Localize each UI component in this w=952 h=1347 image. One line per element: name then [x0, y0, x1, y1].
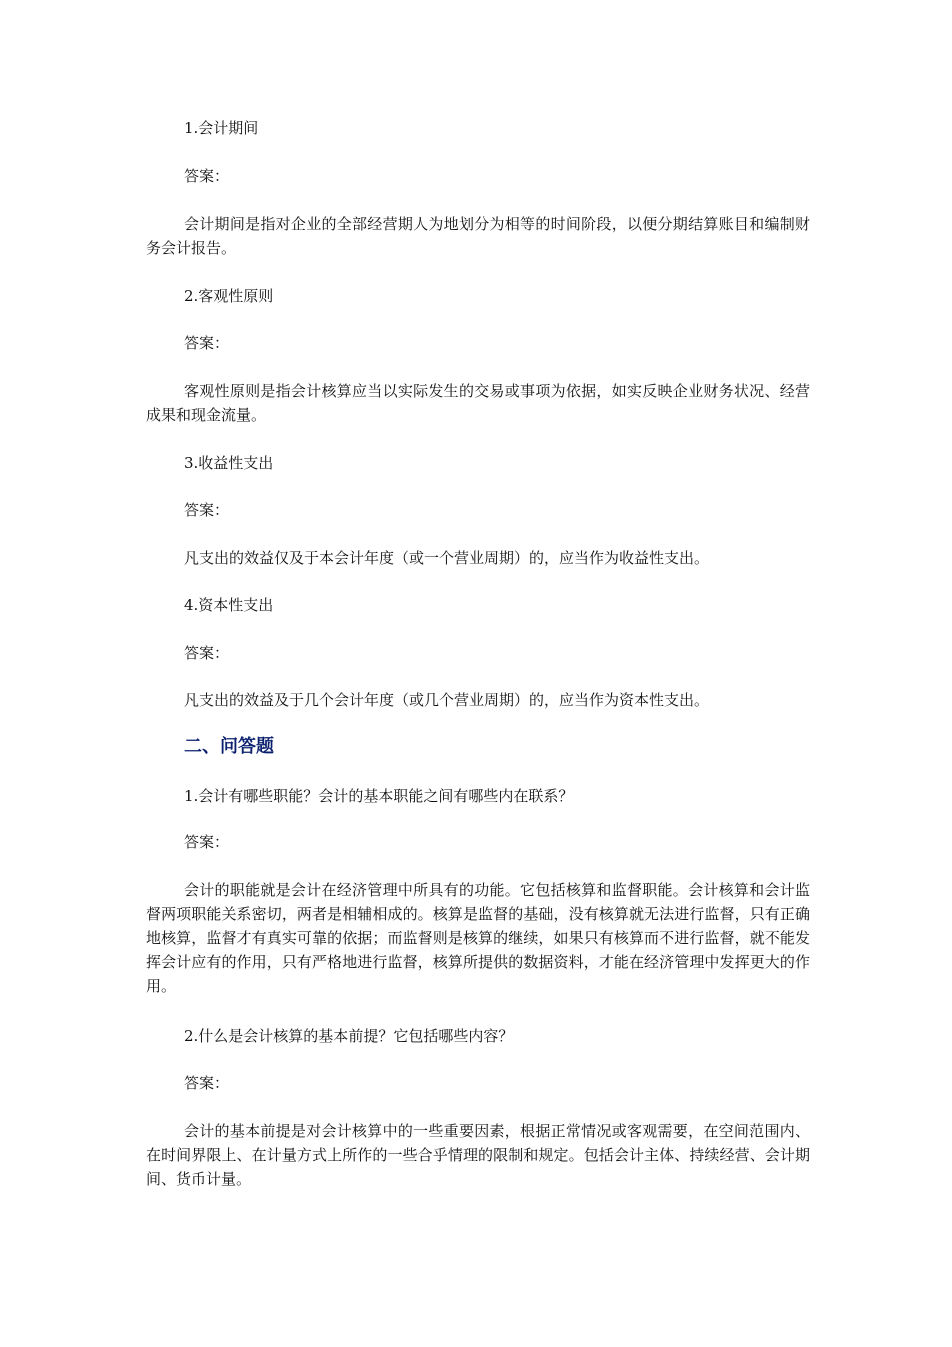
answer-text: 会计期间是指对企业的全部经营期人为地划分为相等的时间阶段，以便分期结算账目和编制财务会计报告。 [146, 215, 810, 257]
term-title: 4.资本性支出 [184, 596, 274, 614]
question-title: 1.会计有哪些职能？会计的基本职能之间有哪些内在联系？ [184, 787, 574, 805]
section-heading: 二、问答题 [184, 736, 274, 757]
answer-text: 凡支出的效益及于几个会计年度（或几个营业周期）的，应当作为资本性支出。 [184, 691, 710, 709]
answer-label: 答案： [184, 644, 230, 662]
answer-text: 凡支出的效益仅及于本会计年度（或一个营业周期）的，应当作为收益性支出。 [184, 549, 710, 567]
term-title: 1.会计期间 [184, 119, 259, 137]
answer-text: 会计的职能就是会计在经济管理中所具有的功能。它包括核算和监督职能。会计核算和会计监督两项职能关系密切，两者是相辅相成的。核算是监督的基础，没有核算就无法进行监督，只有正确地核算，监督才有真实可靠的依据；而监督则是核算的继续，如果只有核算而不进行监督，就不能发挥会计应有的作用，只有严格地进行监督，核算所提供的数据资料，才能在经济管理中发挥更大的作用。 [146, 881, 810, 995]
answer-label: 答案： [184, 334, 230, 352]
answer-text: 客观性原则是指会计核算应当以实际发生的交易或事项为依据，如实反映企业财务状况、经营成果和现金流量。 [146, 382, 810, 424]
answer-label: 答案： [184, 501, 230, 519]
term-title: 2.客观性原则 [184, 287, 274, 305]
answer-text: 会计的基本前提是对会计核算中的一些重要因素，根据正常情况或客观需要，在空间范围内、在时间界限上、在计量方式上所作的一些合乎情理的限制和规定。包括会计主体、持续经营、会计期间、货币计量。 [146, 1122, 810, 1188]
question-title: 2.什么是会计核算的基本前提？它包括哪些内容？ [184, 1027, 514, 1045]
answer-label: 答案： [184, 833, 230, 851]
answer-label: 答案： [184, 1074, 230, 1092]
answer-label: 答案： [184, 167, 230, 185]
term-title: 3.收益性支出 [184, 454, 274, 472]
